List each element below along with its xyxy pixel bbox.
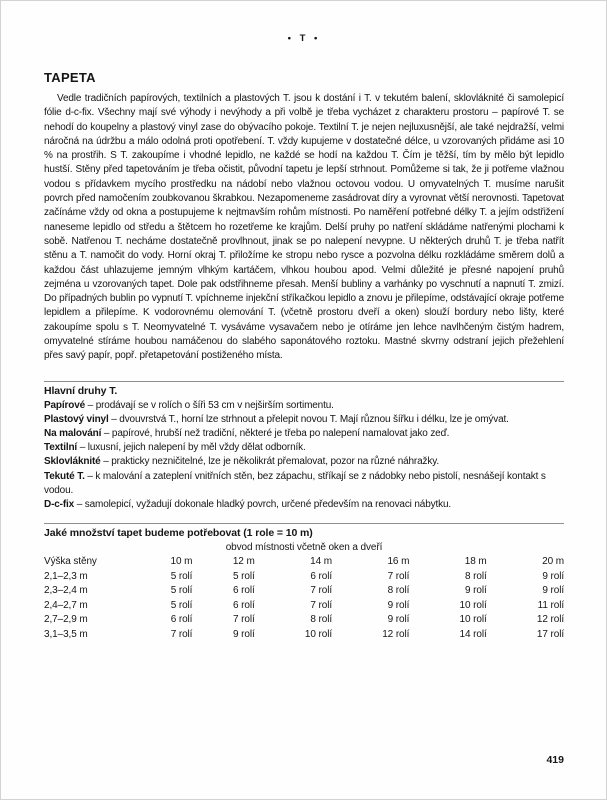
cell-wall-height: 2,3–2,4 m	[44, 585, 88, 597]
cell-roll-count: 7 rolí	[387, 570, 410, 582]
col-header-perimeter: 18 m	[464, 556, 487, 568]
type-term: Plastový vinyl	[44, 413, 109, 425]
type-term: Sklovláknité	[44, 456, 101, 468]
cell-wall-height: 2,4–2,7 m	[44, 599, 88, 611]
type-list-item	[44, 427, 564, 441]
type-description: – dvouvrstvá T., horní lze strhnout a přelepit novou T. Mají různou šířku i délku, lze je omývat.	[108, 413, 509, 425]
cell-wall-height: 2,1–2,3 m	[44, 570, 88, 582]
cell-roll-count: 14 rolí	[459, 628, 487, 640]
type-term: D-c-fix	[44, 499, 75, 511]
cell-roll-count: 5 rolí	[170, 570, 193, 582]
cell-roll-count: 6 rolí	[170, 614, 193, 626]
table-row	[44, 570, 564, 584]
type-list-item	[44, 413, 564, 427]
cell-roll-count: 10 rolí	[304, 628, 332, 640]
cell-roll-count: 9 rolí	[233, 628, 255, 640]
col-header-perimeter: 14 m	[310, 556, 332, 568]
cell-roll-count: 8 rolí	[310, 614, 332, 626]
running-head: • T •	[287, 33, 321, 44]
cell-roll-count: 10 rolí	[459, 599, 487, 611]
type-description: – luxusní, jejich nalepení by měl vždy dělat odborník.	[77, 442, 306, 454]
cell-roll-count: 8 rolí	[464, 570, 487, 582]
col-header-wall-height: Výška stěny	[44, 556, 97, 568]
table-header-row	[44, 555, 564, 569]
article-body: Vedle tradičních papírových, textilních a plastových T. jsou k dostání i T. v tekutém balení, sklovláknité či samolepicí fólie d-c-fix. Všechny mají své výhody i nevýhody a při volbě je třeba vycházet z charakteru prostoru – papírové T. se nehodí do koupelny a plastový vinyl zase do obývacího pokoje. Textilní T. je nejen nejluxusnější, ale také nejdražší, velmi náročná na údržbu a málo odolná proti opotřebení. T. vždy kupujeme v dostatečné délce, u vzorovaných přidáme asi 10 % na prostřih. S T. zakoupíme i vhodné lepidlo, ne každé se hodí na každou T. Čím je těžší, tím by mělo být lepidlo hustší. Stěny před tapetováním je třeba očistit, původní tapetu je lepší strhnout. Pomůžeme si tak, že ji potřeme vlažnou vodou s přídavkem mycího prostředku na nádobí nebo vlažnou octovou vodou. U omyvatelných T. musíme narušit povrch před namočením zoubkovanou škrabkou. Nezapomeneme zasádrovat díry a vyrovnat větší nerovnosti. Tapetovat začínáme vždy od okna a postupujeme k nejtmavším rohům místnosti. Po naměření potřebné délky T. a jejím odstřižení naneseme lepidlo od středu a štětcem ho rozetřeme ke krajům. Delší pruhy po natření skládáme natřenými plochami k sobě. Natřenou T. necháme dostatečně provlhnout, jinak se po nalepení nevypne. U některých druhů T. je třeba natřít stěnu a T. namočit do vody. Horní okraj T. přiložíme ke stropu nebo rysce a pozvolna délku rozkládáme směrem dolů a každou část uhlazujeme jemným vlhkým kartáčem, vlhkou houbou apod. Velmi důležité je přesné napojení pruhů zejména u vzorovaných tapet. Dole pak odstřihneme přesah. Menší bubliny a varhánky po vyschnutí a napnutí T. zmizí. Do případných bublin po vypnutí T. vpíchneme injekční stříkačkou lepidlo a znovu je přilepíme, odstávající okraje potřeme lepidlem a přilepíme. K vodorovnému olemování T. (včetně prostoru dveří a oken) slouží bordury nebo lišty, které zakoupíme spolu s T. Neomyvatelné T. vysáváme vysavačem nebo je otíráme jen lehce navlhčeným čistým hadrem, omyvatelné stíráme houbou namáčenou do slabého saponátového roztoku. Mastné skvrny odstraní jejich přežehlení přes savý papír, popř. přetapetování postiženého místa.	[44, 93, 564, 362]
table-subheading: obvod místnosti včetně oken a dveří	[225, 542, 383, 554]
cell-roll-count: 7 rolí	[170, 628, 193, 640]
type-list-item	[44, 498, 564, 512]
cell-roll-count: 10 rolí	[459, 614, 487, 626]
cell-roll-count: 6 rolí	[233, 585, 255, 597]
cell-wall-height: 2,7–2,9 m	[44, 614, 88, 626]
type-description: – k malování a zateplení vnitřních stěn, bez zápachu, stříkají se z nádobky nebo pistolí, nesnášejí kontakt s vodou.	[44, 470, 546, 496]
cell-roll-count: 6 rolí	[310, 570, 332, 582]
types-list	[44, 399, 564, 513]
quantity-section-heading: Jaké množství tapet budeme potřebovat (1 role = 10 m)	[44, 527, 313, 540]
type-list-item	[44, 455, 564, 469]
cell-roll-count: 9 rolí	[542, 585, 564, 597]
cell-roll-count: 7 rolí	[310, 585, 332, 597]
cell-roll-count: 9 rolí	[387, 614, 410, 626]
type-description: – samolepicí, vyžadují dokonale hladký povrch, určené především na renovaci nábytku.	[74, 499, 451, 511]
type-term: Na malování	[44, 428, 102, 440]
table-row	[44, 613, 564, 627]
cell-roll-count: 6 rolí	[233, 599, 255, 611]
table-row	[44, 628, 564, 642]
cell-roll-count: 12 rolí	[382, 628, 410, 640]
col-header-perimeter: 16 m	[387, 556, 410, 568]
cell-roll-count: 5 rolí	[170, 585, 193, 597]
type-description: – papírové, hrubší než tradiční, některé je třeba po nalepení namalovat jako zeď.	[101, 428, 450, 440]
cell-roll-count: 7 rolí	[233, 614, 255, 626]
col-header-perimeter: 12 m	[232, 556, 255, 568]
cell-roll-count: 17 rolí	[536, 628, 564, 640]
cell-wall-height: 3,1–3,5 m	[44, 628, 88, 640]
cell-roll-count: 8 rolí	[387, 585, 410, 597]
quantity-table	[44, 555, 564, 641]
cell-roll-count: 9 rolí	[542, 570, 564, 582]
type-list-item	[44, 399, 564, 413]
cell-roll-count: 9 rolí	[464, 585, 487, 597]
table-row	[44, 584, 564, 598]
cell-roll-count: 5 rolí	[233, 570, 255, 582]
cell-roll-count: 7 rolí	[310, 599, 332, 611]
types-section-heading: Hlavní druhy T.	[44, 384, 118, 397]
section-divider	[44, 523, 564, 524]
type-term: Textilní	[44, 442, 78, 454]
article-title: TAPETA	[44, 70, 96, 85]
section-main-types	[44, 385, 564, 513]
cell-roll-count: 12 rolí	[536, 614, 564, 626]
type-term: Papírové	[44, 399, 86, 411]
table-row	[44, 599, 564, 613]
type-description: – prakticky nezničitelné, lze je několikrát přemalovat, pozor na různé náhražky.	[100, 456, 439, 468]
type-description: – prodávají se v rolích o šíři 53 cm v nejširším sortimentu.	[85, 399, 334, 411]
cell-roll-count: 11 rolí	[537, 599, 564, 611]
type-list-item	[44, 441, 564, 455]
section-quantity	[44, 527, 564, 642]
cell-roll-count: 9 rolí	[387, 599, 410, 611]
col-header-perimeter: 10 m	[170, 556, 193, 568]
col-header-perimeter: 20 m	[542, 556, 564, 568]
section-divider	[44, 381, 564, 382]
page-number: 419	[546, 754, 564, 766]
cell-roll-count: 5 rolí	[170, 599, 193, 611]
type-term: Tekuté T.	[44, 470, 85, 482]
type-list-item	[44, 470, 564, 498]
